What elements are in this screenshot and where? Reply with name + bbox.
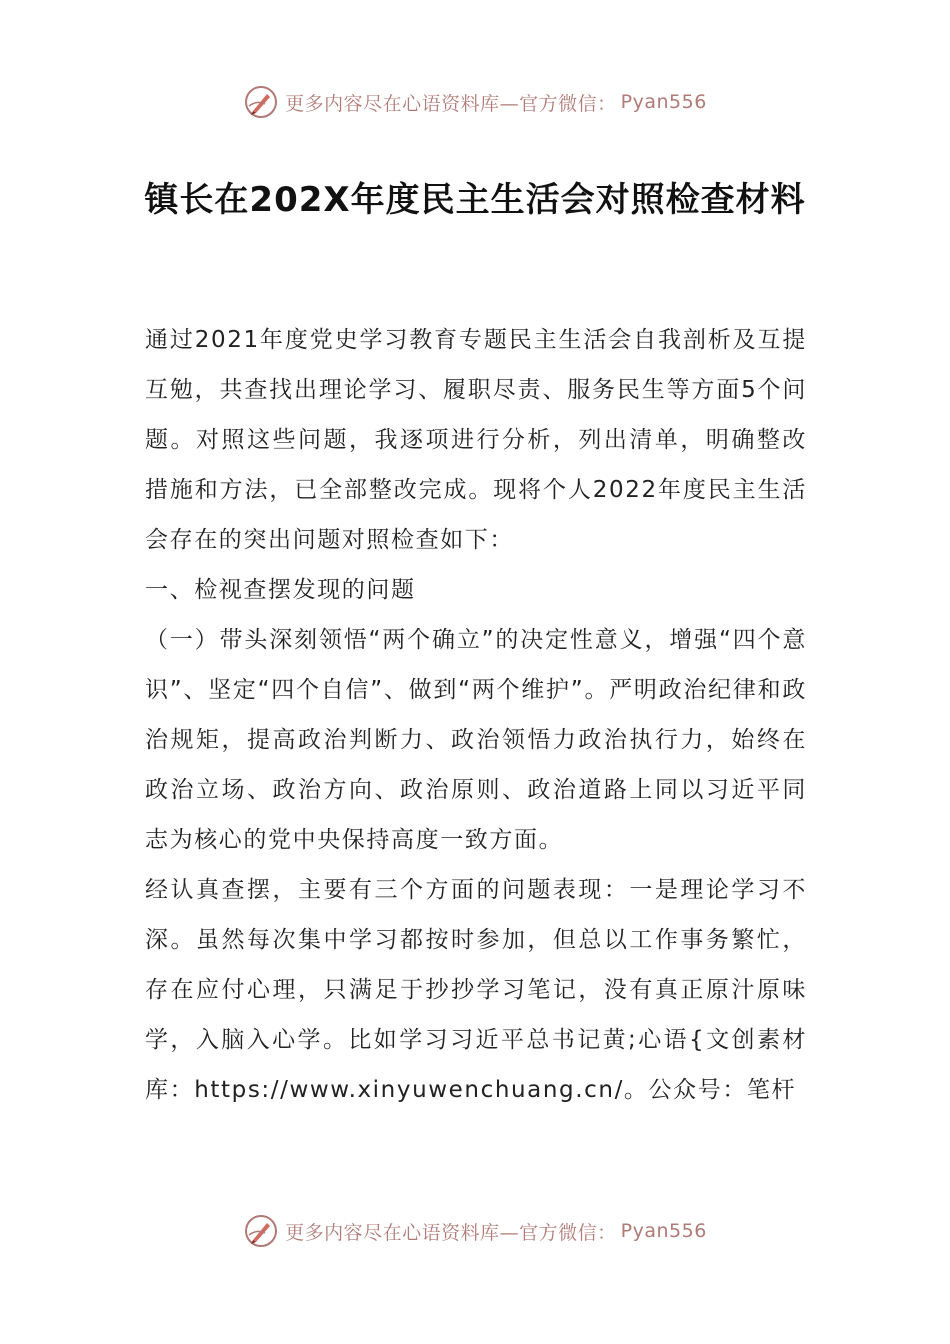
paragraph-findings: 经认真查摆，主要有三个方面的问题表现：一是理论学习不深。虽然每次集中学习都按时参加，但总以工作事务繁忙，存在应付心理，只满足于抄抄学习笔记，没有真正原汁原味学，入脑入心学。比如学习习近平总书记黄;心语{文创素材库：https://www.xinyuwenchuang.cn/。公众号：笔杆 <box>145 877 807 1103</box>
header-wechat-id: Pyan556 <box>620 91 707 113</box>
footer-banner-text: 更多内容尽在心语资料库—官方微信： <box>285 1221 617 1244</box>
footer-watermark-banner <box>0 1211 950 1251</box>
footer-wechat-id: Pyan556 <box>620 1220 707 1242</box>
header-watermark-banner <box>0 82 950 122</box>
paragraph-subsection-1: （一）带头深刻领悟“两个确立”的决定性意义，增强“四个意识”、坚定“四个自信”、做到“两个维护”。严明政治纪律和政治规矩，提高政治判断力、政治领悟力政治执行力，始终在政治立场、政治方向、政治原则、政治道路上同以习近平同志为核心的党中央保持高度一致方面。 <box>145 627 807 853</box>
section-heading: 一、检视查摆发现的问题 <box>145 577 416 603</box>
document-body <box>145 315 807 1115</box>
pen-logo-icon <box>243 1213 279 1249</box>
paragraph-intro: 通过2021年度党史学习教育专题民主生活会自我剖析及互提互勉，共查找出理论学习、履职尽责、服务民生等方面5个问题。对照这些问题，我逐项进行分析，列出清单，明确整改措施和方法，已全部整改完成。现将个人2022年度民主生活会存在的突出问题对照检查如下： <box>145 327 807 553</box>
document-title: 镇长在202X年度民主生活会对照检查材料 <box>144 180 806 220</box>
header-banner-text: 更多内容尽在心语资料库—官方微信： <box>285 92 617 115</box>
pen-logo-icon <box>243 84 279 120</box>
